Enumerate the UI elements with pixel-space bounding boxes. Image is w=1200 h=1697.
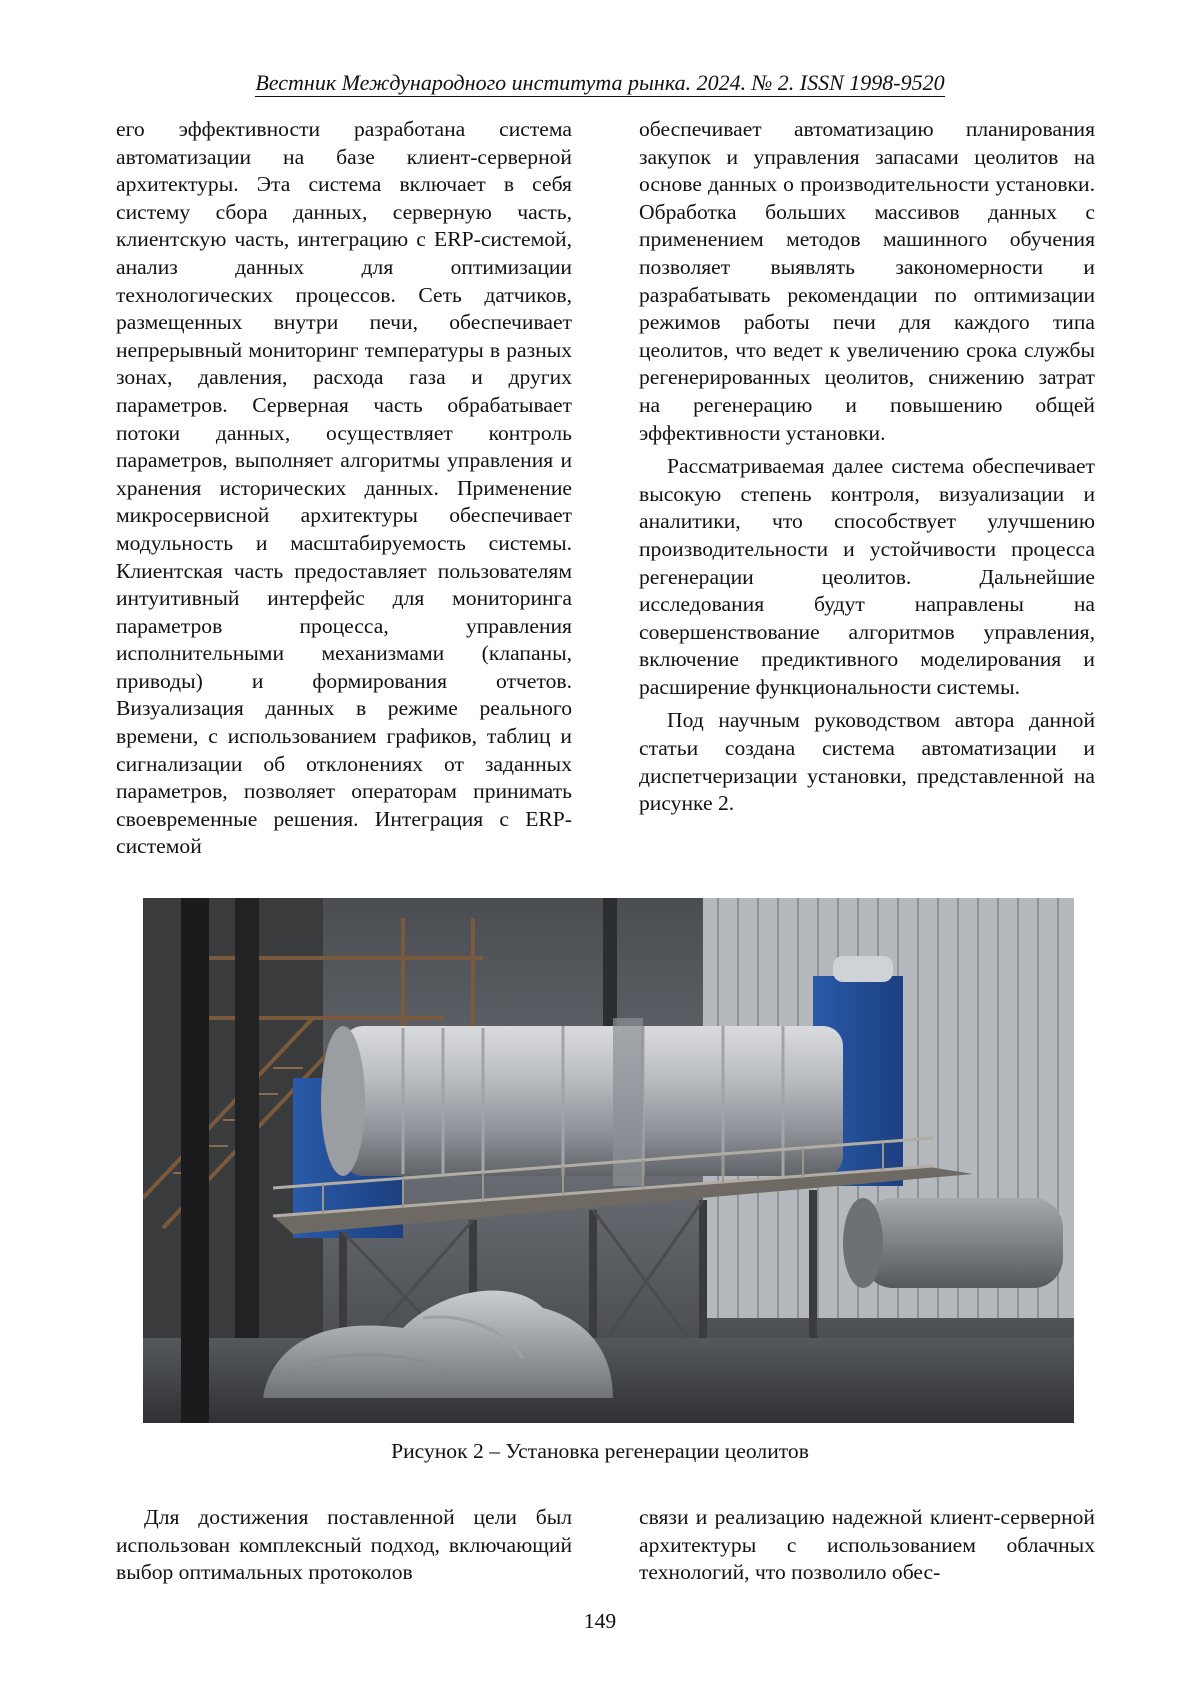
left-column-top <box>116 116 572 861</box>
paragraph: Для достижения поставленной цели был использован комплексный подход, включающий выбор оптимальных протоколов <box>116 1505 572 1585</box>
paragraph: обеспечивает автоматизацию планирования закупок и управления запасами цеолитов на основе данных о производительности установки. Обработка больших массивов данных с применением методов машинного обучения позволяет выявлять закономерности и разрабатывать рекомендации по оптимизации режимов работы печи для каждого типа цеолитов, что ведет к увеличению срока службы регенерированных цеолитов, снижению затрат на регенерацию и повышению общей эффективности установки. <box>639 117 1095 445</box>
paragraph: связи и реализацию надежной клиент-серверной архитектуры с использованием облачных технологий, что позволило обес- <box>639 1505 1095 1585</box>
figure-photo <box>143 898 1074 1423</box>
running-title: Вестник Международного института рынка. 2024. № 2. ISSN 1998-9520 <box>255 70 945 95</box>
zeolite-regeneration-unit-photo <box>143 898 1074 1423</box>
right-column-bottom <box>639 1504 1095 1587</box>
running-header <box>0 70 1200 96</box>
paragraph: его эффективности разработана система автоматизации на базе клиент-серверной архитектуры. Эта система включает в себя систему сбора данных, серверную часть, клиентскую часть, интеграцию с ERP-системой, анализ данных для оптимизации технологических процессов. Сеть датчиков, размещенных внутри печи, обеспечивает непрерывный мониторинг температуры в разных зонах, давления, расхода газа и других параметров. Серверная часть обрабатывает потоки данных, осуществляет контроль параметров, выполняет алгоритмы управления и хранения исторических данных. Применение микросервисной архитектуры обеспечивает модульность и масштабируемость системы. Клиентская часть предоставляет пользователям интуитивный интерфейс для мониторинга параметров процесса, управления исполнительными механизмами (клапаны, приводы) и формирования отчетов. Визуализация данных в режиме реального времени, с использованием графиков, таблиц и сигнализации об отклонениях от заданных параметров, позволяет операторам принимать своевременные решения. Интеграция с ERP-системой <box>116 117 572 859</box>
left-column-bottom <box>116 1504 572 1587</box>
paragraph: Под научным руководством автора данной статьи создана система автоматизации и диспетчеризации установки, представленной на рисунке 2. <box>639 708 1095 816</box>
right-column-top <box>639 116 1095 818</box>
figure-caption: Рисунок 2 – Установка регенерации цеолитов <box>391 1439 809 1463</box>
page-number: 149 <box>583 1609 617 1633</box>
paragraph: Рассматриваемая далее система обеспечивает высокую степень контроля, визуализации и аналитики, что способствует улучшению производительности и устойчивости процесса регенерации цеолитов. Дальнейшие исследования будут направлены на совершенствование алгоритмов управления, включение предиктивного моделирования и расширение функциональности системы. <box>639 454 1095 699</box>
